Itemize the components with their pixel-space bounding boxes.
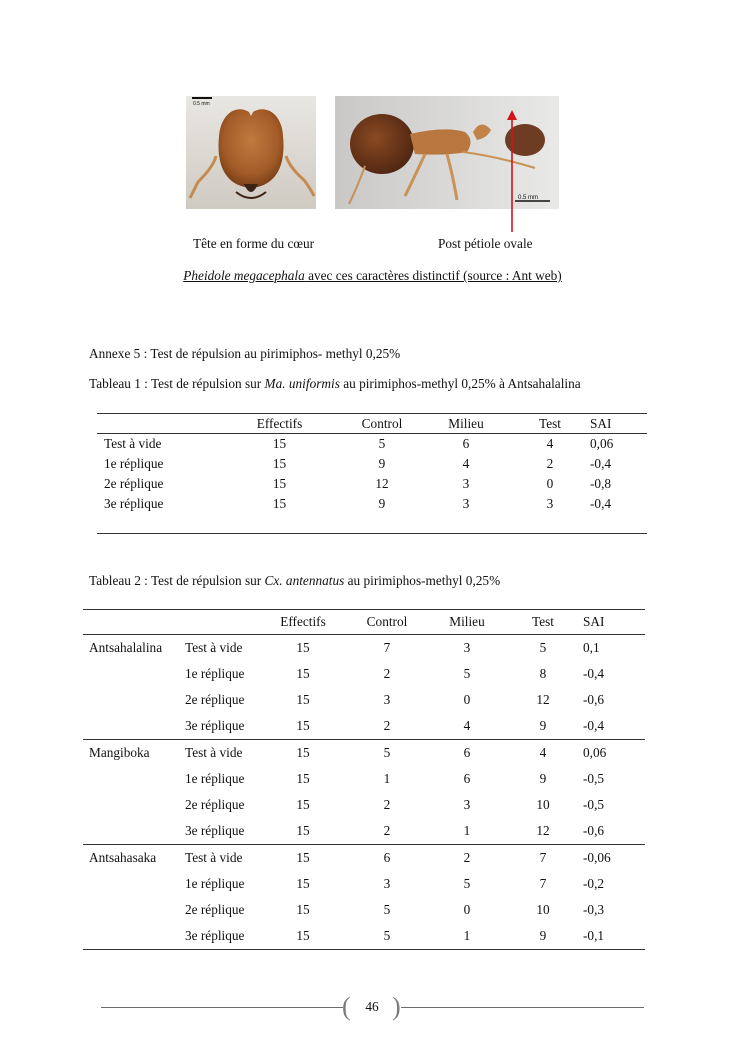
row-label: 3e réplique — [104, 496, 164, 511]
table1-bottom-rule — [97, 533, 647, 534]
site-name — [83, 897, 181, 923]
table-cell: 15 — [263, 845, 343, 872]
scale-label: 0.5 mm — [193, 101, 210, 107]
table-cell: -0,1 — [583, 923, 645, 950]
table-cell: 15 — [296, 666, 310, 681]
row-label: 1e réplique — [104, 456, 164, 471]
table-cell: 15 — [263, 923, 343, 950]
table-cell: 0 — [463, 902, 471, 917]
table-cell: 2 — [546, 456, 554, 471]
table-cell: 2 — [431, 845, 503, 872]
table-cell: 7 — [383, 640, 391, 655]
ant-head-illustration — [186, 96, 316, 209]
row-label: 2e réplique — [185, 797, 245, 812]
table1-header-cell: Milieu — [422, 414, 510, 434]
row-label: Test à vide — [104, 436, 162, 451]
page-number: 46 — [365, 999, 379, 1014]
row-label: Test à vide — [185, 640, 243, 655]
table-cell: 0 — [546, 476, 554, 491]
table-cell: 15 — [272, 496, 287, 511]
footer-brace-left: ( — [342, 992, 351, 1021]
table-row — [83, 661, 645, 687]
footer-rule-left — [101, 1007, 343, 1008]
table-cell: -0,6 — [583, 692, 605, 707]
table-cell: 15 — [272, 436, 287, 451]
table-cell: 6 — [462, 436, 470, 451]
table-cell: 4 — [462, 456, 470, 471]
ant-profile-photo — [335, 96, 559, 209]
table-row — [97, 434, 647, 455]
row-label: 3e réplique — [181, 923, 263, 950]
table-cell: -0,8 — [590, 476, 612, 491]
table1-header-cell — [97, 414, 217, 434]
annexe-title: Annexe 5 : Test de répulsion au pirimiphos- methyl 0,25% — [89, 346, 401, 361]
table2-header-cell: SAI — [583, 610, 645, 635]
table-cell: 5 — [539, 640, 547, 655]
table-cell: 15 — [296, 692, 310, 707]
table-cell: 9 — [503, 923, 583, 950]
table-cell: -0,5 — [583, 771, 605, 786]
table-cell: 3 — [462, 476, 470, 491]
table-row — [83, 740, 645, 767]
site-name — [83, 713, 181, 740]
row-label: 2e réplique — [185, 692, 245, 707]
table-cell: 10 — [536, 902, 550, 917]
table1 — [97, 413, 647, 514]
ant-head-photo — [186, 96, 316, 209]
table2-header-cell: Control — [343, 610, 431, 635]
site-name — [83, 687, 181, 713]
table-cell: 2 — [383, 797, 391, 812]
table-cell: 4 — [503, 740, 583, 767]
table2 — [83, 609, 645, 950]
table1-caption-prefix: Tableau 1 : Test de répulsion sur — [89, 376, 265, 391]
table-cell: 15 — [296, 902, 310, 917]
table-cell: 1 — [431, 923, 503, 950]
table-cell: -0,2 — [583, 876, 605, 891]
table-cell: 5 — [463, 666, 471, 681]
table-cell: 7 — [539, 876, 547, 891]
table-cell: 15 — [296, 823, 310, 838]
table-cell: 0,06 — [590, 436, 614, 451]
site-name — [83, 792, 181, 818]
table2-header-cell — [181, 610, 263, 635]
table2-header-cell — [83, 610, 181, 635]
table-cell: -0,6 — [583, 823, 605, 838]
row-label: 2e réplique — [185, 902, 245, 917]
table-cell: 12 — [536, 692, 550, 707]
species-name: Pheidole megacephala — [183, 268, 305, 283]
table-cell: 9 — [539, 771, 547, 786]
table-row — [97, 454, 647, 474]
table1-caption-suffix: au pirimiphos-methyl 0,25% à Antsahalalina — [339, 376, 581, 391]
table-row — [83, 687, 645, 713]
table-cell: 15 — [263, 740, 343, 767]
table-row — [83, 792, 645, 818]
source-text: avec ces caractères distinctif (source : Ant web) — [304, 268, 562, 283]
table-cell: 4 — [546, 436, 554, 451]
table-cell: 15 — [272, 476, 287, 491]
table-cell: 3 — [462, 496, 470, 511]
table-cell: 10 — [536, 797, 550, 812]
table-cell: 15 — [296, 640, 310, 655]
caption-post-petiole: Post pétiole ovale — [438, 236, 533, 251]
table-cell: 2 — [383, 823, 391, 838]
petiole-arrow — [505, 110, 519, 232]
table2-header-row — [83, 610, 645, 635]
table-cell: 5 — [383, 902, 391, 917]
table-cell: 15 — [272, 456, 287, 471]
row-label: 1e réplique — [185, 771, 245, 786]
table-cell: 2 — [383, 718, 391, 733]
table1-header-row — [97, 414, 647, 434]
table-row — [83, 923, 645, 950]
row-label: 1e réplique — [185, 876, 245, 891]
table-row — [83, 635, 645, 662]
table-row — [83, 713, 645, 740]
table-cell: -0,4 — [583, 666, 605, 681]
row-label: 1e réplique — [185, 666, 245, 681]
table-cell: -0,4 — [583, 718, 605, 733]
table-cell: 15 — [296, 876, 310, 891]
table-cell: 12 — [375, 476, 389, 491]
table2-header-cell: Milieu — [431, 610, 503, 635]
table-cell: -0,06 — [583, 845, 645, 872]
site-name: Antsahalalina — [89, 640, 163, 655]
table-cell: 12 — [536, 823, 550, 838]
table-cell: 9 — [378, 496, 386, 511]
table-cell: 9 — [378, 456, 386, 471]
table-cell: 5 — [463, 876, 471, 891]
table-cell: 3 — [546, 496, 554, 511]
site-name — [83, 818, 181, 845]
table1-header-cell: Test — [510, 414, 590, 434]
row-label: 3e réplique — [185, 718, 245, 733]
table-cell: 6 — [463, 771, 471, 786]
table2-header-cell: Effectifs — [263, 610, 343, 635]
table1-header-cell: Effectifs — [217, 414, 342, 434]
site-name — [83, 766, 181, 792]
table1-header-cell: Control — [342, 414, 422, 434]
table-row — [97, 494, 647, 514]
row-label: Test à vide — [181, 740, 263, 767]
row-label: 3e réplique — [185, 823, 245, 838]
table-cell: 0,1 — [583, 640, 600, 655]
row-label: Test à vide — [181, 845, 263, 872]
table-cell: 3 — [463, 797, 471, 812]
site-name — [83, 871, 181, 897]
scale-label: 0.5 mm — [518, 195, 539, 201]
table-cell: 1 — [463, 823, 471, 838]
table-row — [97, 474, 647, 494]
table-cell: 1 — [383, 771, 391, 786]
table-cell: -0,4 — [590, 456, 612, 471]
figure-source-caption — [0, 268, 745, 284]
table-cell: -0,4 — [590, 496, 612, 511]
table-cell: 2 — [383, 666, 391, 681]
table1-caption-species: Ma. uniformis — [264, 376, 340, 391]
table-cell: 6 — [343, 845, 431, 872]
table2-header-cell: Test — [503, 610, 583, 635]
table-cell: 15 — [296, 771, 310, 786]
footer-brace-right: ) — [392, 992, 401, 1021]
site-name: Antsahasaka — [83, 845, 181, 872]
table-cell: -0,3 — [583, 902, 605, 917]
table-row — [83, 766, 645, 792]
table-cell: 15 — [296, 718, 310, 733]
table-cell: 5 — [343, 740, 431, 767]
table-cell: 3 — [463, 640, 471, 655]
row-label: 2e réplique — [104, 476, 164, 491]
table-cell: 8 — [539, 666, 547, 681]
table2-caption-prefix: Tableau 2 : Test de répulsion sur — [89, 573, 265, 588]
table-row — [83, 897, 645, 923]
site-name — [83, 923, 181, 950]
site-name — [83, 661, 181, 687]
table-cell: 3 — [383, 692, 391, 707]
site-name: Mangiboka — [83, 740, 181, 767]
table-cell: 0,06 — [583, 740, 645, 767]
table-cell: 15 — [296, 797, 310, 812]
table1-caption — [89, 376, 581, 392]
table-row — [83, 871, 645, 897]
table-cell: 9 — [539, 718, 547, 733]
caption-heart-head: Tête en forme du cœur — [193, 236, 315, 251]
table2-caption-species: Cx. antennatus — [264, 573, 345, 588]
table-row — [83, 818, 645, 845]
table-row — [83, 845, 645, 872]
table-cell: 3 — [383, 876, 391, 891]
table-cell: 7 — [503, 845, 583, 872]
table1-header-cell: SAI — [590, 414, 647, 434]
table-cell: 5 — [343, 923, 431, 950]
footer-rule-right — [401, 1007, 644, 1008]
table2-caption-suffix: au pirimiphos-methyl 0,25% — [344, 573, 501, 588]
ant-profile-illustration — [335, 96, 559, 209]
table2-caption — [89, 573, 500, 589]
table-cell: 6 — [431, 740, 503, 767]
table-cell: 5 — [378, 436, 386, 451]
table-cell: 0 — [463, 692, 471, 707]
table-cell: -0,5 — [583, 797, 605, 812]
table-cell: 4 — [463, 718, 471, 733]
